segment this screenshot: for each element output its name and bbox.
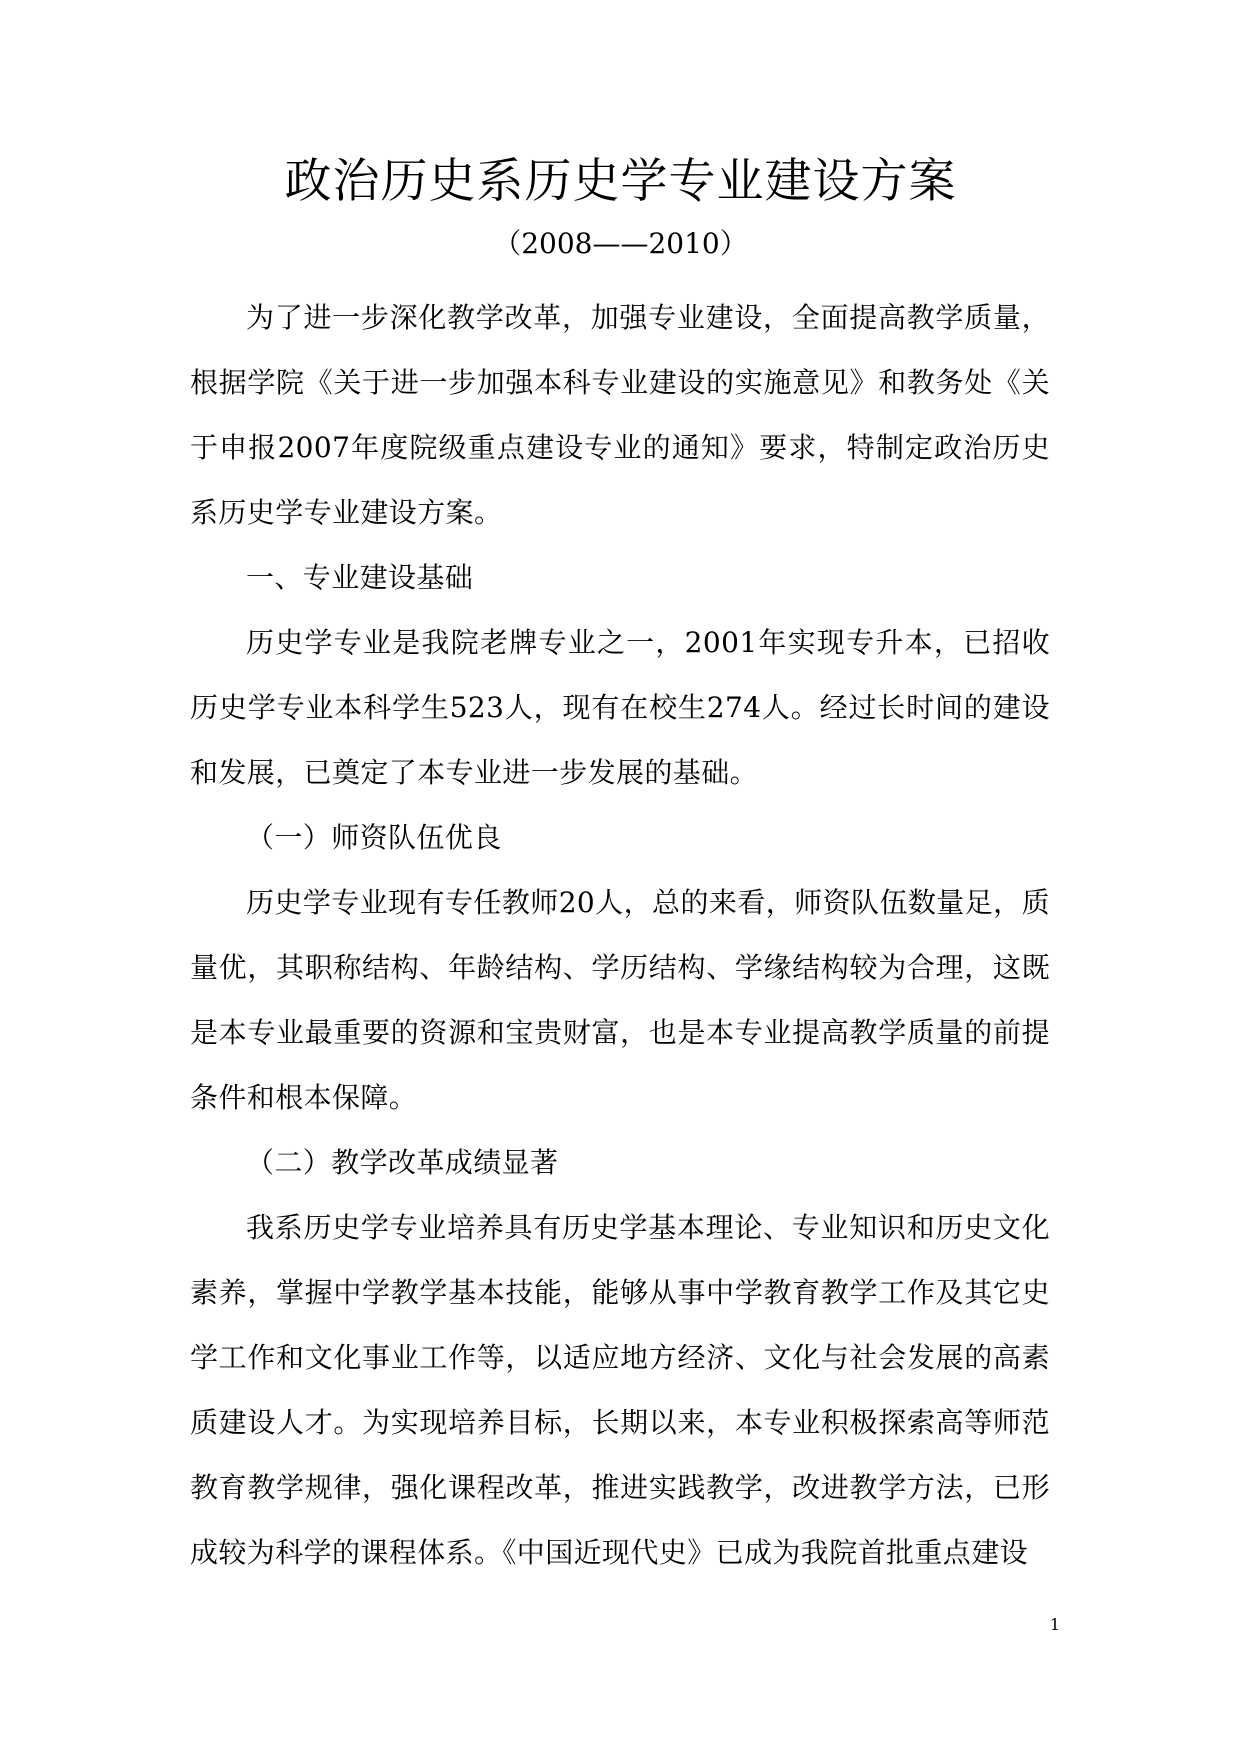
page-number: 1 (1049, 1615, 1060, 1634)
paragraph-intro: 为了进一步深化教学改革，加强专业建设，全面提高教学质量，根据学院《关于进一步加强本科专业建设的实施意见》和教务处《关于申报2007年度院级重点建设专业的通知》要求，特制定政治历史系历史学专业建设方案。 (190, 301, 1050, 529)
document-subtitle: （2008——2010） (493, 227, 748, 260)
paragraph-faculty: 历史学专业现有专任教师20人，总的来看，师资队伍数量足，质量优，其职称结构、年龄结构、学历结构、学缘结构较为合理，这既是本专业最重要的资源和宝贵财富，也是本专业提高教学质量的前提条件和根本保障。 (190, 886, 1050, 1114)
document-body (190, 285, 1050, 1585)
paragraph-foundation: 历史学专业是我院老牌专业之一，2001年实现专升本，已招收历史学专业本科学生523人，现有在校生274人。经过长时间的建设和发展，已奠定了本专业进一步发展的基础。 (190, 626, 1050, 789)
subsection-heading-1: （一）师资队伍优良 (246, 821, 502, 854)
section-heading-1: 一、专业建设基础 (246, 561, 474, 594)
subsection-heading-2: （二）教学改革成绩显著 (246, 1146, 559, 1179)
document-title: 政治历史系历史学专业建设方案 (284, 154, 957, 209)
paragraph-teaching-reform: 我系历史学专业培养具有历史学基本理论、专业知识和历史文化素养，掌握中学教学基本技能，能够从事中学教育教学工作及其它史学工作和文化事业工作等，以适应地方经济、文化与社会发展的高素质建设人才。为实现培养目标，长期以来，本专业积极探索高等师范教育教学规律，强化课程改革，推进实践教学，改进教学方法，已形成较为科学的课程体系。《中国近现代史》已成为我院首批重点建设 (190, 1211, 1050, 1569)
